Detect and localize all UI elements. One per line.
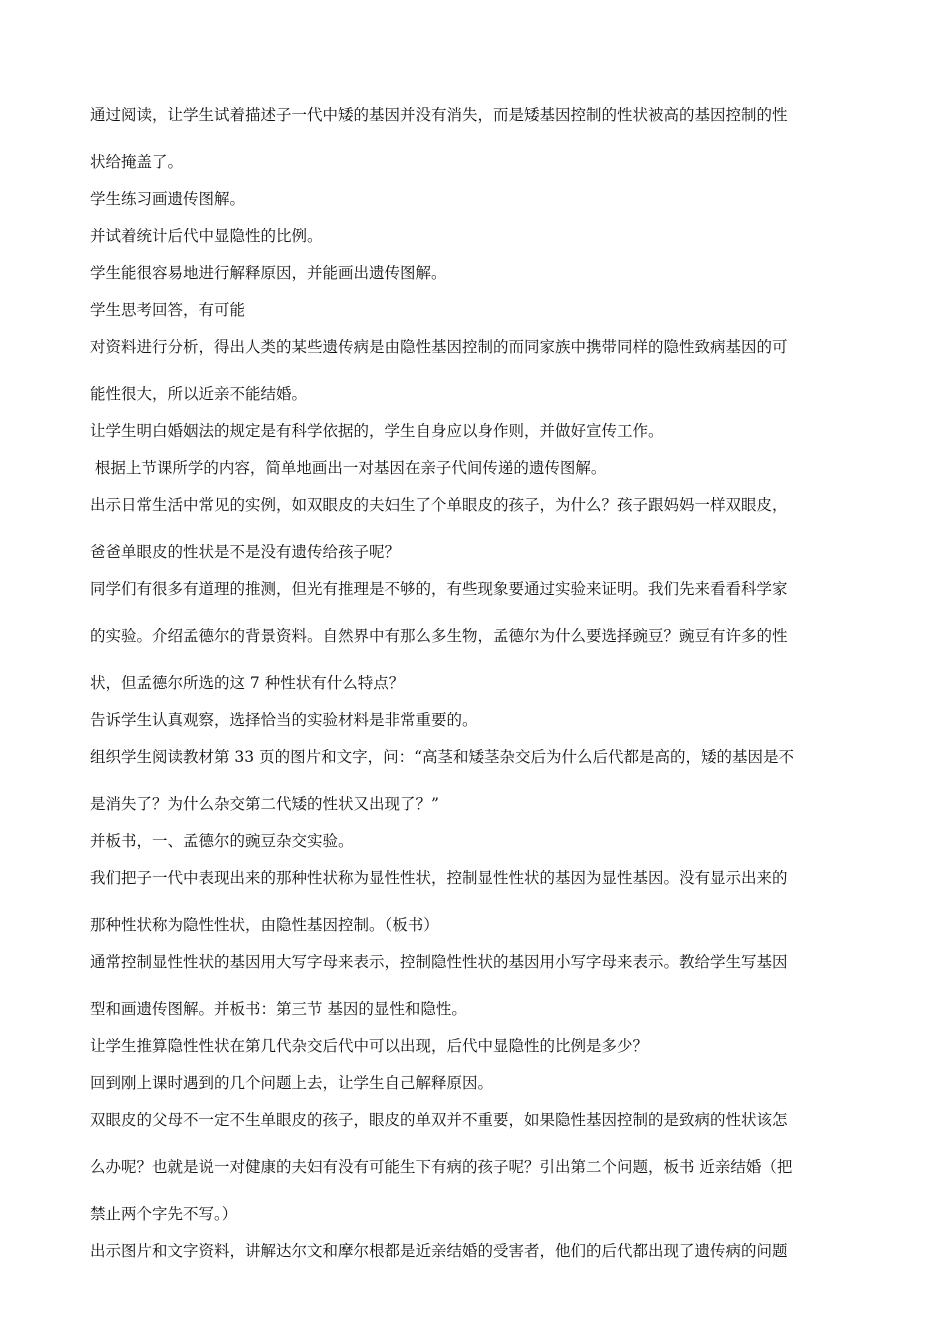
document-page <box>90 100 860 1273</box>
text-line: 让学生明白婚姻法的规定是有科学依据的，学生自身应以身作则，并做好宣传工作。 <box>90 422 664 440</box>
paragraph <box>90 863 860 940</box>
text-line: 让学生推算隐性性状在第几代杂交后代中可以出现，后代中显隐性的比例是多少？ <box>90 1037 649 1055</box>
text-line: 禁止两个字先不写。） <box>90 1205 238 1223</box>
text-line: 状，但孟德尔所选的这 7 种性状有什么特点？ <box>90 674 405 692</box>
paragraph <box>90 705 860 735</box>
text-line: 根据上节课所学的内容，简单地画出一对基因在亲子代间传递的遗传图解。 <box>90 459 607 477</box>
text-line: 学生思考回答，有可能 <box>90 301 246 319</box>
text-line: 型和画遗传图解。并板书：第三节 基因的显性和隐性。 <box>90 1000 467 1018</box>
paragraph <box>90 490 860 567</box>
text-line: 学生能很容易地进行解释原因，并能画出遗传图解。 <box>90 264 447 282</box>
text-line: 组织学生阅读教材第 33 页的图片和文字，问：“高茎和矮茎杂交后为什么后代都是高的，矮的基因是不 <box>90 748 795 766</box>
text-line: 告诉学生认真观察，选择恰当的实验材料是非常重要的。 <box>90 711 478 729</box>
paragraph <box>90 742 860 819</box>
text-line: 回到刚上课时遇到的几个问题上去，让学生自己解释原因。 <box>90 1074 494 1092</box>
paragraph <box>90 574 860 698</box>
paragraph <box>90 221 860 251</box>
text-line: 那种性状称为隐性性状，由隐性基因控制。（板书） <box>90 916 439 934</box>
text-line: 我们把子一代中表现出来的那种性状称为显性性状，控制显性性状的基因为显性基因。没有显示出来的 <box>90 869 788 887</box>
text-line: 能性很大，所以近亲不能结婚。 <box>90 385 308 403</box>
text-line: 通常控制显性性状的基因用大写字母来表示，控制隐性性状的基因用小写字母来表示。教给学生写基因 <box>90 953 788 971</box>
text-line: 学生练习画遗传图解。 <box>90 190 246 208</box>
text-line: 并试着统计后代中显隐性的比例。 <box>90 227 323 245</box>
paragraph <box>90 258 860 288</box>
text-line: 么办呢？也就是说一对健康的夫妇有没有可能生下有病的孩子呢？引出第二个问题，板书 近亲结婚（把 <box>90 1158 793 1176</box>
text-line: 双眼皮的父母不一定不生单眼皮的孩子，眼皮的单双并不重要，如果隐性基因控制的是致病的性状该怎 <box>90 1111 788 1129</box>
text-line: 是消失了？为什么杂交第二代矮的性状又出现了？” <box>90 795 439 813</box>
paragraph <box>90 332 860 409</box>
text-line: 出示图片和文字资料，讲解达尔文和摩尔根都是近亲结婚的受害者，他们的后代都出现了遗传病的问题 <box>90 1242 788 1260</box>
paragraph <box>90 453 860 483</box>
paragraph <box>90 295 860 325</box>
paragraph <box>90 416 860 446</box>
text-line: 通过阅读，让学生试着描述子一代中矮的基因并没有消失，而是矮基因控制的性状被高的基因控制的性 <box>90 106 788 124</box>
paragraph <box>90 826 860 856</box>
text-line: 对资料进行分析，得出人类的某些遗传病是由隐性基因控制的而同家族中携带同样的隐性致病基因的可 <box>90 338 788 356</box>
text-line: 同学们有很多有道理的推测，但光有推理是不够的，有些现象要通过实验来证明。我们先来看看科学家 <box>90 580 788 598</box>
text-line: 爸爸单眼皮的性状是不是没有遗传给孩子呢？ <box>90 543 401 561</box>
paragraph <box>90 100 860 177</box>
paragraph <box>90 1031 860 1061</box>
text-line: 并板书，一、孟德尔的豌豆杂交实验。 <box>90 832 354 850</box>
paragraph <box>90 1105 860 1229</box>
text-line: 状给掩盖了。 <box>90 153 184 171</box>
paragraph <box>90 184 860 214</box>
paragraph <box>90 1068 860 1098</box>
text-line: 出示日常生活中常见的实例，如双眼皮的夫妇生了个单眼皮的孩子，为什么？孩子跟妈妈一样双眼皮， <box>90 496 788 514</box>
paragraph <box>90 947 860 1024</box>
paragraph <box>90 1236 860 1266</box>
text-line: 的实验。介绍孟德尔的背景资料。自然界中有那么多生物，孟德尔为什么要选择豌豆？豌豆有许多的性 <box>90 627 788 645</box>
